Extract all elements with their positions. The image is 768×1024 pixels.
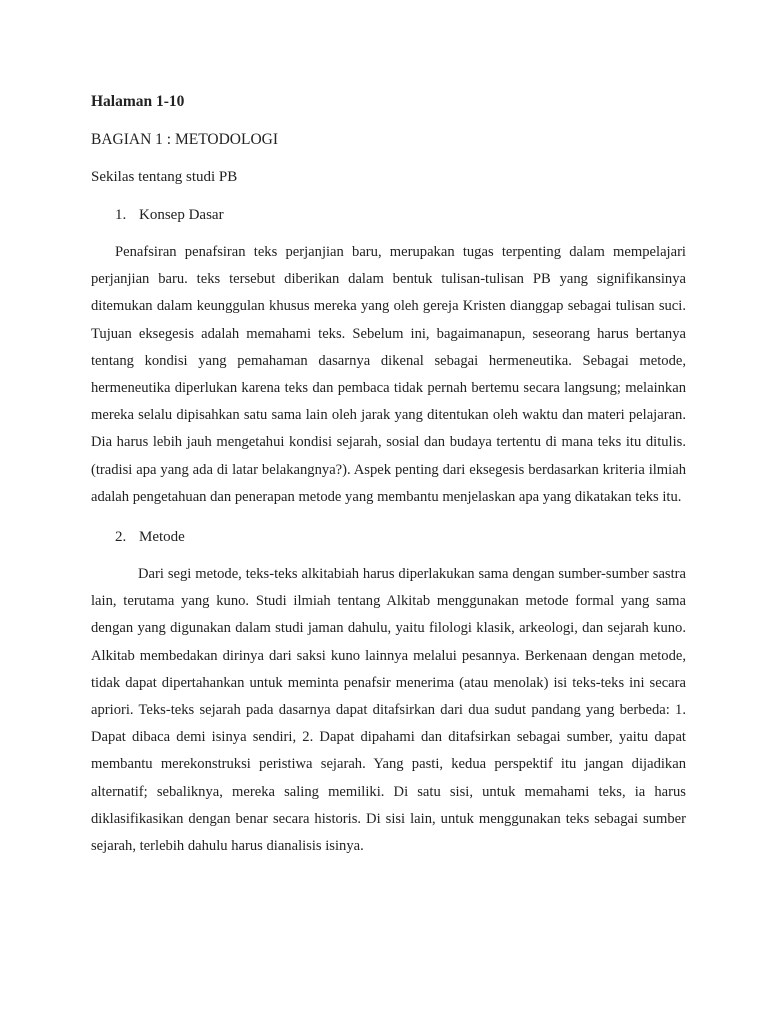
part-heading: BAGIAN 1 : METODOLOGI <box>91 131 278 148</box>
document-content <box>91 90 686 874</box>
section-2-title: Metode <box>139 529 185 546</box>
page-title: Halaman 1-10 <box>91 93 185 110</box>
section-2-number: 2. <box>115 529 127 546</box>
section-1-number: 1. <box>115 207 127 223</box>
section-1-paragraph: Penafsiran penafsiran teks perjanjian baru, merupakan tugas terpenting dalam mempelajari perjanjian baru. teks tersebut diberikan dalam bentuk tulisan-tulisan PB yang signifikansinya ditemukan dalam keunggulan khusus mereka yang oleh gereja Kristen dianggap sebagai tulisan suci. Tujuan eksegesis adalah memahami teks. Sebelum ini, bagaimanapun, seseorang harus bertanya tentang kondisi yang pemahaman dasarnya dikenal sebagai hermeneutika. Sebagai metode, hermeneutika diperlukan karena teks dan pembaca tidak pernah bertemu secara langsung; melainkan mereka selalu dipisahkan satu sama lain oleh jarak yang ditentukan oleh waktu dan materi pelajaran. Dia harus lebih jauh mengetahui kondisi sejarah, sosial dan budaya tertentu di mana teks itu ditulis. (tradisi apa yang ada di latar belakangnya?). Aspek penting dari eksegesis berdasarkan kriteria ilmiah adalah pengetahuan dan penerapan metode yang membantu menjelaskan apa yang dikatakan teks itu. <box>91 244 686 505</box>
intro-heading: Sekilas tentang studi PB <box>91 169 238 185</box>
section-1-heading <box>91 203 686 227</box>
section-2-paragraph: Dari segi metode, teks-teks alkitabiah harus diperlakukan sama dengan sumber-sumber sastra lain, terutama yang kuno. Studi ilmiah tentang Alkitab menggunakan metode formal yang sama dengan yang digunakan dalam studi jaman dahulu, yaitu filologi klasik, arkeologi, dan sejarah kuno. Alkitab membedakan dirinya dari saksi kuno lainnya melalui pesannya. Berkenaan dengan metode, tidak dapat dipertahankan untuk meminta penafsir menerima (atau menolak) isi teks-teks ini secara apriori. Teks-teks sejarah pada dasarnya dapat ditafsirkan dari dua sudut pandang yang berbeda: 1. Dapat dibaca demi isinya sendiri, 2. Dapat dipahami dan ditafsirkan sebagai sumber, yaitu dapat membantu merekonstruksi peristiwa sejarah. Yang pasti, kedua perspektif itu jangan dijadikan alternatif; sebaliknya, mereka saling memiliki. Di satu sisi, untuk memahami teks, ia harus diklasifikasikan dengan benar secara historis. Di sisi lain, untuk menggunakan teks sebagai sumber sejarah, terlebih dahulu harus dianalisis isinya. <box>91 566 686 855</box>
section-2-heading <box>91 525 686 549</box>
section-1-title: Konsep Dasar <box>139 207 224 223</box>
